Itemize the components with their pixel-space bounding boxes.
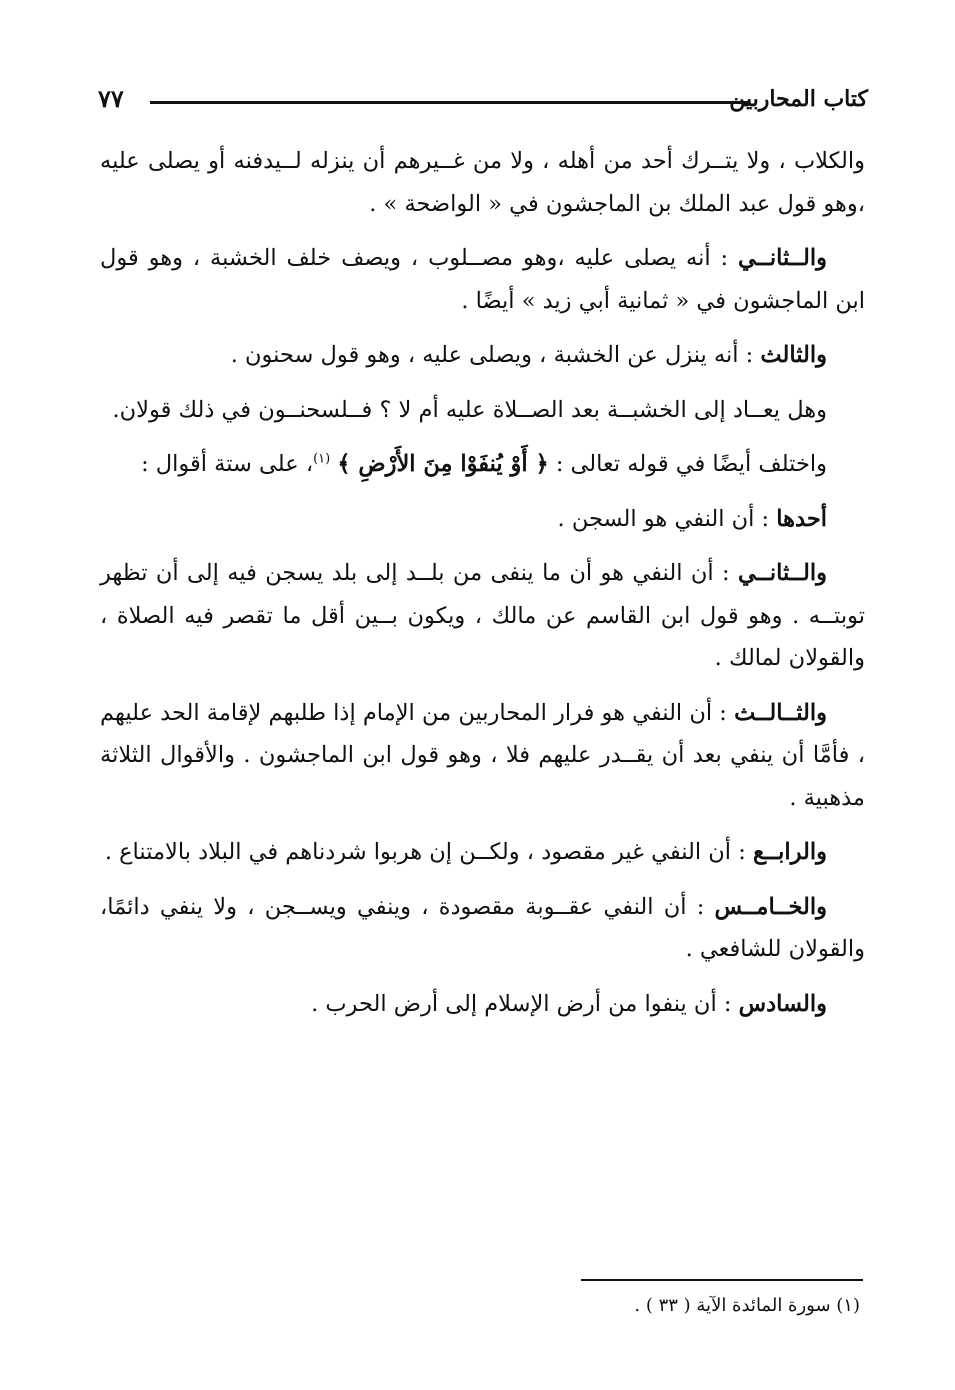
quran-verse: ﴿ أَوْ يُنفَوْا مِنَ الأَرْضِ ﴾ [337,451,549,477]
paragraph-lead: أحدها [776,505,827,532]
paragraph [100,552,865,680]
paragraph-text: : أن النفي عقــوبة مقصودة ، وينفي ويســجن ، ولا ينفي دائمًا، والقولان للشافعي . [100,893,865,962]
paragraph [100,443,865,486]
paragraph-lead: والثــالــث [734,699,827,726]
footnote: (١) سورة المائدة الآية ( ٣٣ ) . [634,1295,860,1316]
paragraph-text: : أن النفي هو أن ما ينفى من بلــد إلى بلد يسجن فيه إلى أن تظهر توبتــه . وهو قول ابن القاسم عن مالك ، ويكون بــين أقل ما تقصر فيه الصلاة ، والقولان لمالك . [100,560,865,671]
paragraph-lead: والسادس [738,990,827,1017]
paragraph [100,140,865,225]
header-rule [150,101,748,104]
paragraph-text: : أن النفي هو السجن . [557,505,777,532]
paragraph-lead: والرابــع [752,839,827,865]
paragraph-text: : أن النفي هو فرار المحاربين من الإمام إذا طلبهم لإقامة الحد عليهم ، فأمَّا أن ينفي بعد أن يقــدر عليهم فلا ، وهو قول ابن الماجشون . والأقوال الثلاثة مذهبية . [100,699,865,811]
page-number: ٧٧ [98,84,124,113]
footnote-reference: (١) [313,451,331,467]
paragraph-text: : أن ينفوا من أرض الإسلام إلى أرض الحرب . [311,990,739,1017]
paragraph [100,831,865,874]
paragraph [100,498,865,541]
paragraph-text: : أن النفي غير مقصود ، ولكــن إن هربوا شردناهم في البلاد بالامتناع . [104,839,753,865]
paragraph [100,983,865,1026]
footnote-rule [581,1279,863,1281]
paragraph [100,237,865,322]
body-text [100,140,865,1037]
paragraph-text: والكلاب ، ولا يتــرك أحد من أهله ، ولا من غــيرهم أن ينزله لــيدفنه أو يصلى عليه ،وهو قول عبد الملك بن الماجشون في « الواضحة » . [100,148,865,217]
paragraph-lead: والثالث [760,342,827,368]
paragraph-text: : أنه يصلى عليه ،وهو مصــلوب ، ويصف خلف الخشبة ، وهو قول ابن الماجشون في « ثمانية أبي زيد » أيضًا . [100,245,865,314]
paragraph-lead: والــثانــي [737,560,827,586]
paragraph-text: : أنه ينزل عن الخشبة ، ويصلى عليه ، وهو قول سحنون . [230,342,761,368]
paragraph-text: وهل يعــاد إلى الخشبــة بعد الصــلاة عليه أم لا ؟ فــلسحنــون في ذلك قولان. [112,396,827,423]
running-title: كتاب المحاربين [729,86,868,112]
paragraph [100,692,865,820]
paragraph-lead: والــثانــي [737,245,827,271]
paragraph [100,389,865,432]
paragraph [100,334,865,377]
page-header [98,84,868,124]
paragraph-lead: والخــامــس [714,893,827,920]
paragraph-text: واختلف أيضًا في قوله تعالى : [548,451,827,477]
paragraph [100,886,865,971]
paragraph-text: ، على ستة أقوال : [141,451,314,477]
